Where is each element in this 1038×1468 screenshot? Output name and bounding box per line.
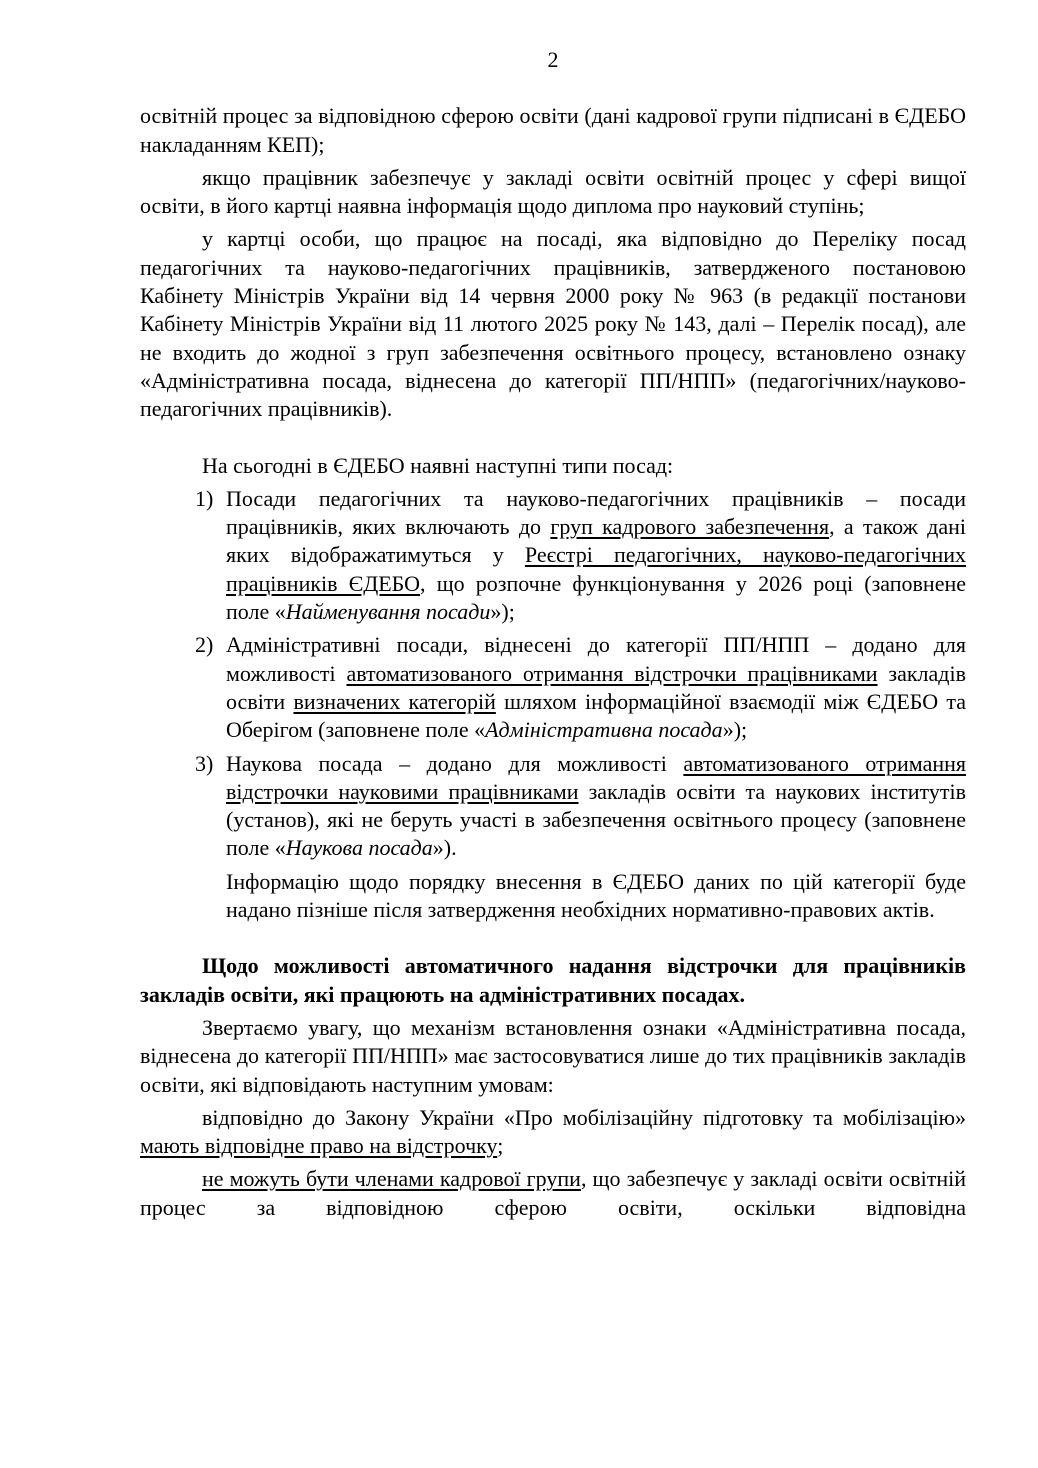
text-run: закладів освіти [226, 660, 966, 714]
text-run: Посади педагогічних та науково-педагогічних працівників – посади працівників, яких включають до [226, 485, 966, 540]
text-run: »); [490, 599, 515, 625]
underlined-text: визначених категорій [293, 688, 496, 714]
text-run: Адміністративні посади, віднесені до категорії ПП/НПП – додано для можливості [226, 632, 966, 686]
text-run: шляхом інформаційної взаємодії між ЄДЕБО та Оберігом (заповнене поле « [226, 688, 966, 743]
paragraph-9 [140, 952, 966, 1009]
list-marker: 1) [195, 485, 214, 511]
paragraph-2 [140, 164, 966, 221]
text-run: Звертаємо увагу, що механізм встановлення ознаки «Адміністративна посада, віднесена до категорії ПП/НПП» має застосовуватися лише до тих працівників закладів освіти, які відповідають наступним умовам: [140, 1014, 966, 1097]
paragraph-11 [140, 1104, 966, 1161]
text-run: , що забезпечує у закладі освіти освітній процес за відповідною сферою освіти, оскільки відповідна [140, 1166, 966, 1220]
list-item-7 [140, 750, 966, 863]
underlined-text: Реєстрі педагогічних, науково-педагогічних працівників ЄДЕБО [226, 542, 966, 596]
paragraph-1 [140, 102, 966, 159]
underlined-text: мають відповідне право на відстрочку [140, 1133, 498, 1159]
text-run: ; [497, 1133, 504, 1159]
text-run: »). [432, 835, 457, 861]
underlined-text: автоматизованого отримання відстрочки науковими працівниками [226, 750, 967, 804]
page-number: 2 [547, 47, 559, 72]
italic-field-name: Адміністративна посада [485, 717, 723, 743]
italic-field-name: Наукова посада [285, 835, 433, 861]
underlined-text: не можуть бути членами кадрової групи [202, 1166, 581, 1192]
text-run: закладів освіти та наукових інститутів (установ), які не беруть участі в забезпечення освітнього процесу (заповнене поле « [226, 778, 966, 861]
paragraph-3 [140, 225, 966, 423]
list-item-6 [140, 631, 966, 744]
text-run: відповідно до Закону України «Про мобілізаційну підготовку та мобілізацію» [202, 1104, 966, 1130]
list-continuation-8 [140, 868, 966, 925]
paragraph-4 [140, 452, 966, 480]
underlined-text: автоматизованого отримання відстрочки працівниками [346, 660, 878, 686]
text-run: якщо працівник забезпечує у закладі освіти освітній процес у сфері вищої освіти, в його картці наявна інформація щодо диплома про науковий ступінь; [140, 164, 966, 219]
underlined-text: груп кадрового забезпечення [550, 514, 830, 540]
text-run: Інформацію щодо порядку внесення в ЄДЕБО даних по цій категорії буде надано пізніше після затвердження необхідних нормативно-правових актів. [226, 868, 966, 923]
list-marker: 3) [195, 750, 214, 776]
text-run: , а також дані яких відображатимуться у [226, 514, 966, 568]
text-run: »); [722, 717, 748, 743]
text-run: Щодо можливості автоматичного надання відстрочки для працівників закладів освіти, які працюють на адміністративних посадах. [140, 953, 966, 1007]
text-run: у картці особи, що працює на посаді, яка відповідно до Переліку посад педагогічних та науково-педагогічних працівників, затвердженого постановою Кабінету Міністрів України від 14 червня 2000 року № 963 (в редакції постанови Кабінету Міністрів України від 11 лютого 2025 року № 143, далі – Перелік посад), але не входить до жодної з груп забезпечення освітнього процесу, встановлено ознаку «Адміністративна посада, віднесена до категорії ПП/НПП» (педагогічних/науково-педагогічних працівників). [140, 226, 966, 422]
text-run: Наукова посада – додано для можливості [226, 750, 684, 776]
paragraph-10 [140, 1014, 966, 1099]
text-run: На сьогодні в ЄДЕБО наявні наступні типи посад: [202, 452, 674, 478]
italic-field-name: Найменування посади [285, 599, 491, 625]
paragraph-12 [140, 1165, 966, 1222]
list-marker: 2) [195, 632, 214, 658]
text-run: освітній процес за відповідною сферою освіти (дані кадрової групи підписані в ЄДЕБО накладанням КЕП); [140, 103, 966, 157]
list-item-5 [140, 485, 966, 626]
text-run: , що розпочне функціонування у 2026 році (заповнене поле « [226, 570, 966, 625]
